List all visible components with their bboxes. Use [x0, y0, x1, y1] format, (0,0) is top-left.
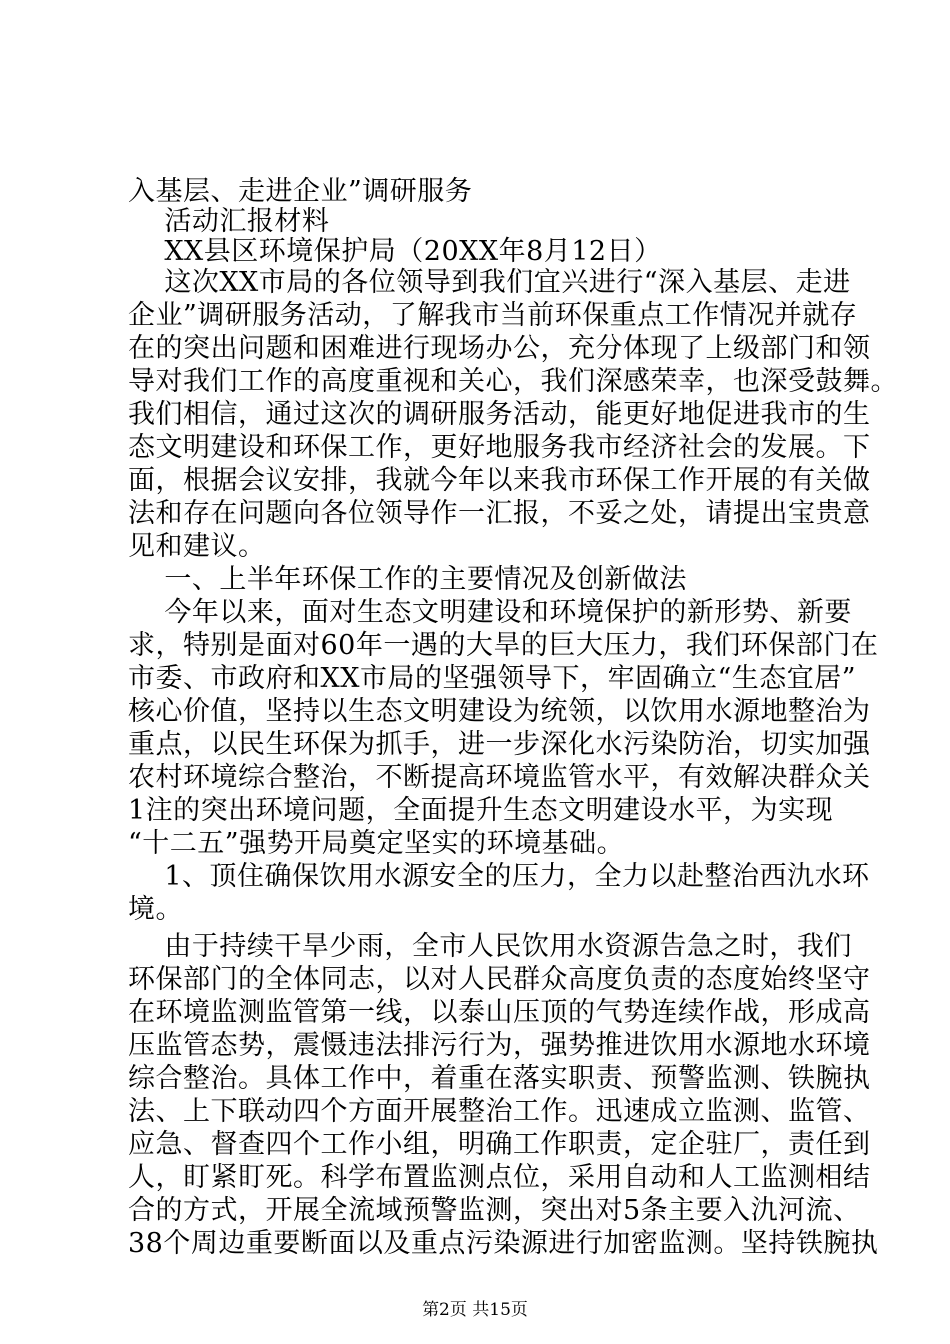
text-line: 求，特别是面对60年一遇的大旱的巨大压力，我们环保部门在 [128, 630, 879, 661]
text-line: 导对我们工作的高度重视和关心，我们深感荣幸，也深受鼓舞。 [128, 366, 898, 397]
text-line: 法和存在问题向各位领导作一汇报，不妥之处，请提出宝贵意 [128, 498, 871, 529]
text-line: 1注的突出环境问题，全面提升生态文明建设水平，为实现 [128, 795, 834, 826]
text-line: 市委、市政府和XX市局的坚强领导下，牢固确立“生态宜居” [128, 663, 857, 694]
text-line: 合的方式，开展全流域预警监测，突出对5条主要入氿河流、 [128, 1195, 861, 1226]
text-line: “十二五”强势开局奠定坚实的环境基础。 [128, 828, 625, 859]
section-heading: 一、上半年环保工作的主要情况及创新做法 [128, 564, 687, 595]
text-line: 态文明建设和环保工作，更好地服务我市经济社会的发展。下 [128, 432, 871, 463]
text-line: 这次XX市局的各位领导到我们宜兴进行“深入基层、走进 [128, 267, 851, 298]
text-line: 重点，以民生环保为抓手，进一步深化水污染防治，切实加强 [128, 729, 871, 760]
text-line: 人，盯紧盯死。科学布置监测点位，采用自动和人工监测相结 [128, 1162, 871, 1193]
page-number-footer: 第2页 共15页 [422, 1300, 528, 1320]
text-line: 核心价值，坚持以生态文明建设为统领，以饮用水源地整治为 [128, 696, 871, 727]
text-line: 境。 [128, 894, 183, 925]
text-line: 压监管态势，震慑违法排污行为，强势推进饮用水源地水环境 [128, 1030, 871, 1061]
text-line: 见和建议。 [128, 531, 266, 562]
text-line: 38个周边重要断面以及重点污染源进行加密监测。坚持铁腕执 [128, 1228, 879, 1259]
text-line: 环保部门的全体同志，以对人民群众高度负责的态度始终坚守 [128, 964, 871, 995]
text-line: 企业”调研服务活动，了解我市当前环保重点工作情况并就存 [128, 300, 858, 331]
text-line: 由于持续干旱少雨，全市人民饮用水资源告急之时，我们 [128, 931, 852, 962]
text-line: 综合整治。具体工作中，着重在落实职责、预警监测、铁腕执 [128, 1063, 871, 1094]
text-line: 在的突出问题和困难进行现场办公，充分体现了上级部门和领 [128, 333, 871, 364]
text-line: XX县区环境保护局（20XX年8月12日） [128, 236, 662, 267]
text-line: 应急、督查四个工作小组，明确工作职责，定企驻厂，责任到 [128, 1129, 871, 1160]
text-line: 活动汇报材料 [128, 206, 330, 237]
text-line: 农村环境综合整治，不断提高环境监管水平，有效解决群众关 [128, 762, 871, 793]
text-line: 我们相信，通过这次的调研服务活动，能更好地促进我市的生 [128, 399, 871, 430]
text-line: 今年以来，面对生态文明建设和环境保护的新形势、新要 [128, 597, 852, 628]
text-line: 面，根据会议安排，我就今年以来我市环保工作开展的有关做 [128, 465, 871, 496]
subsection-heading: 1、顶住确保饮用水源安全的压力，全力以赴整治西氿水环 [128, 861, 870, 892]
text-line: 入基层、走进企业”调研服务 [128, 176, 473, 207]
text-line: 法、上下联动四个方面开展整治工作。迅速成立监测、监管、 [128, 1096, 871, 1127]
text-line: 在环境监测监管第一线，以泰山压顶的气势连续作战，形成高 [128, 997, 871, 1028]
